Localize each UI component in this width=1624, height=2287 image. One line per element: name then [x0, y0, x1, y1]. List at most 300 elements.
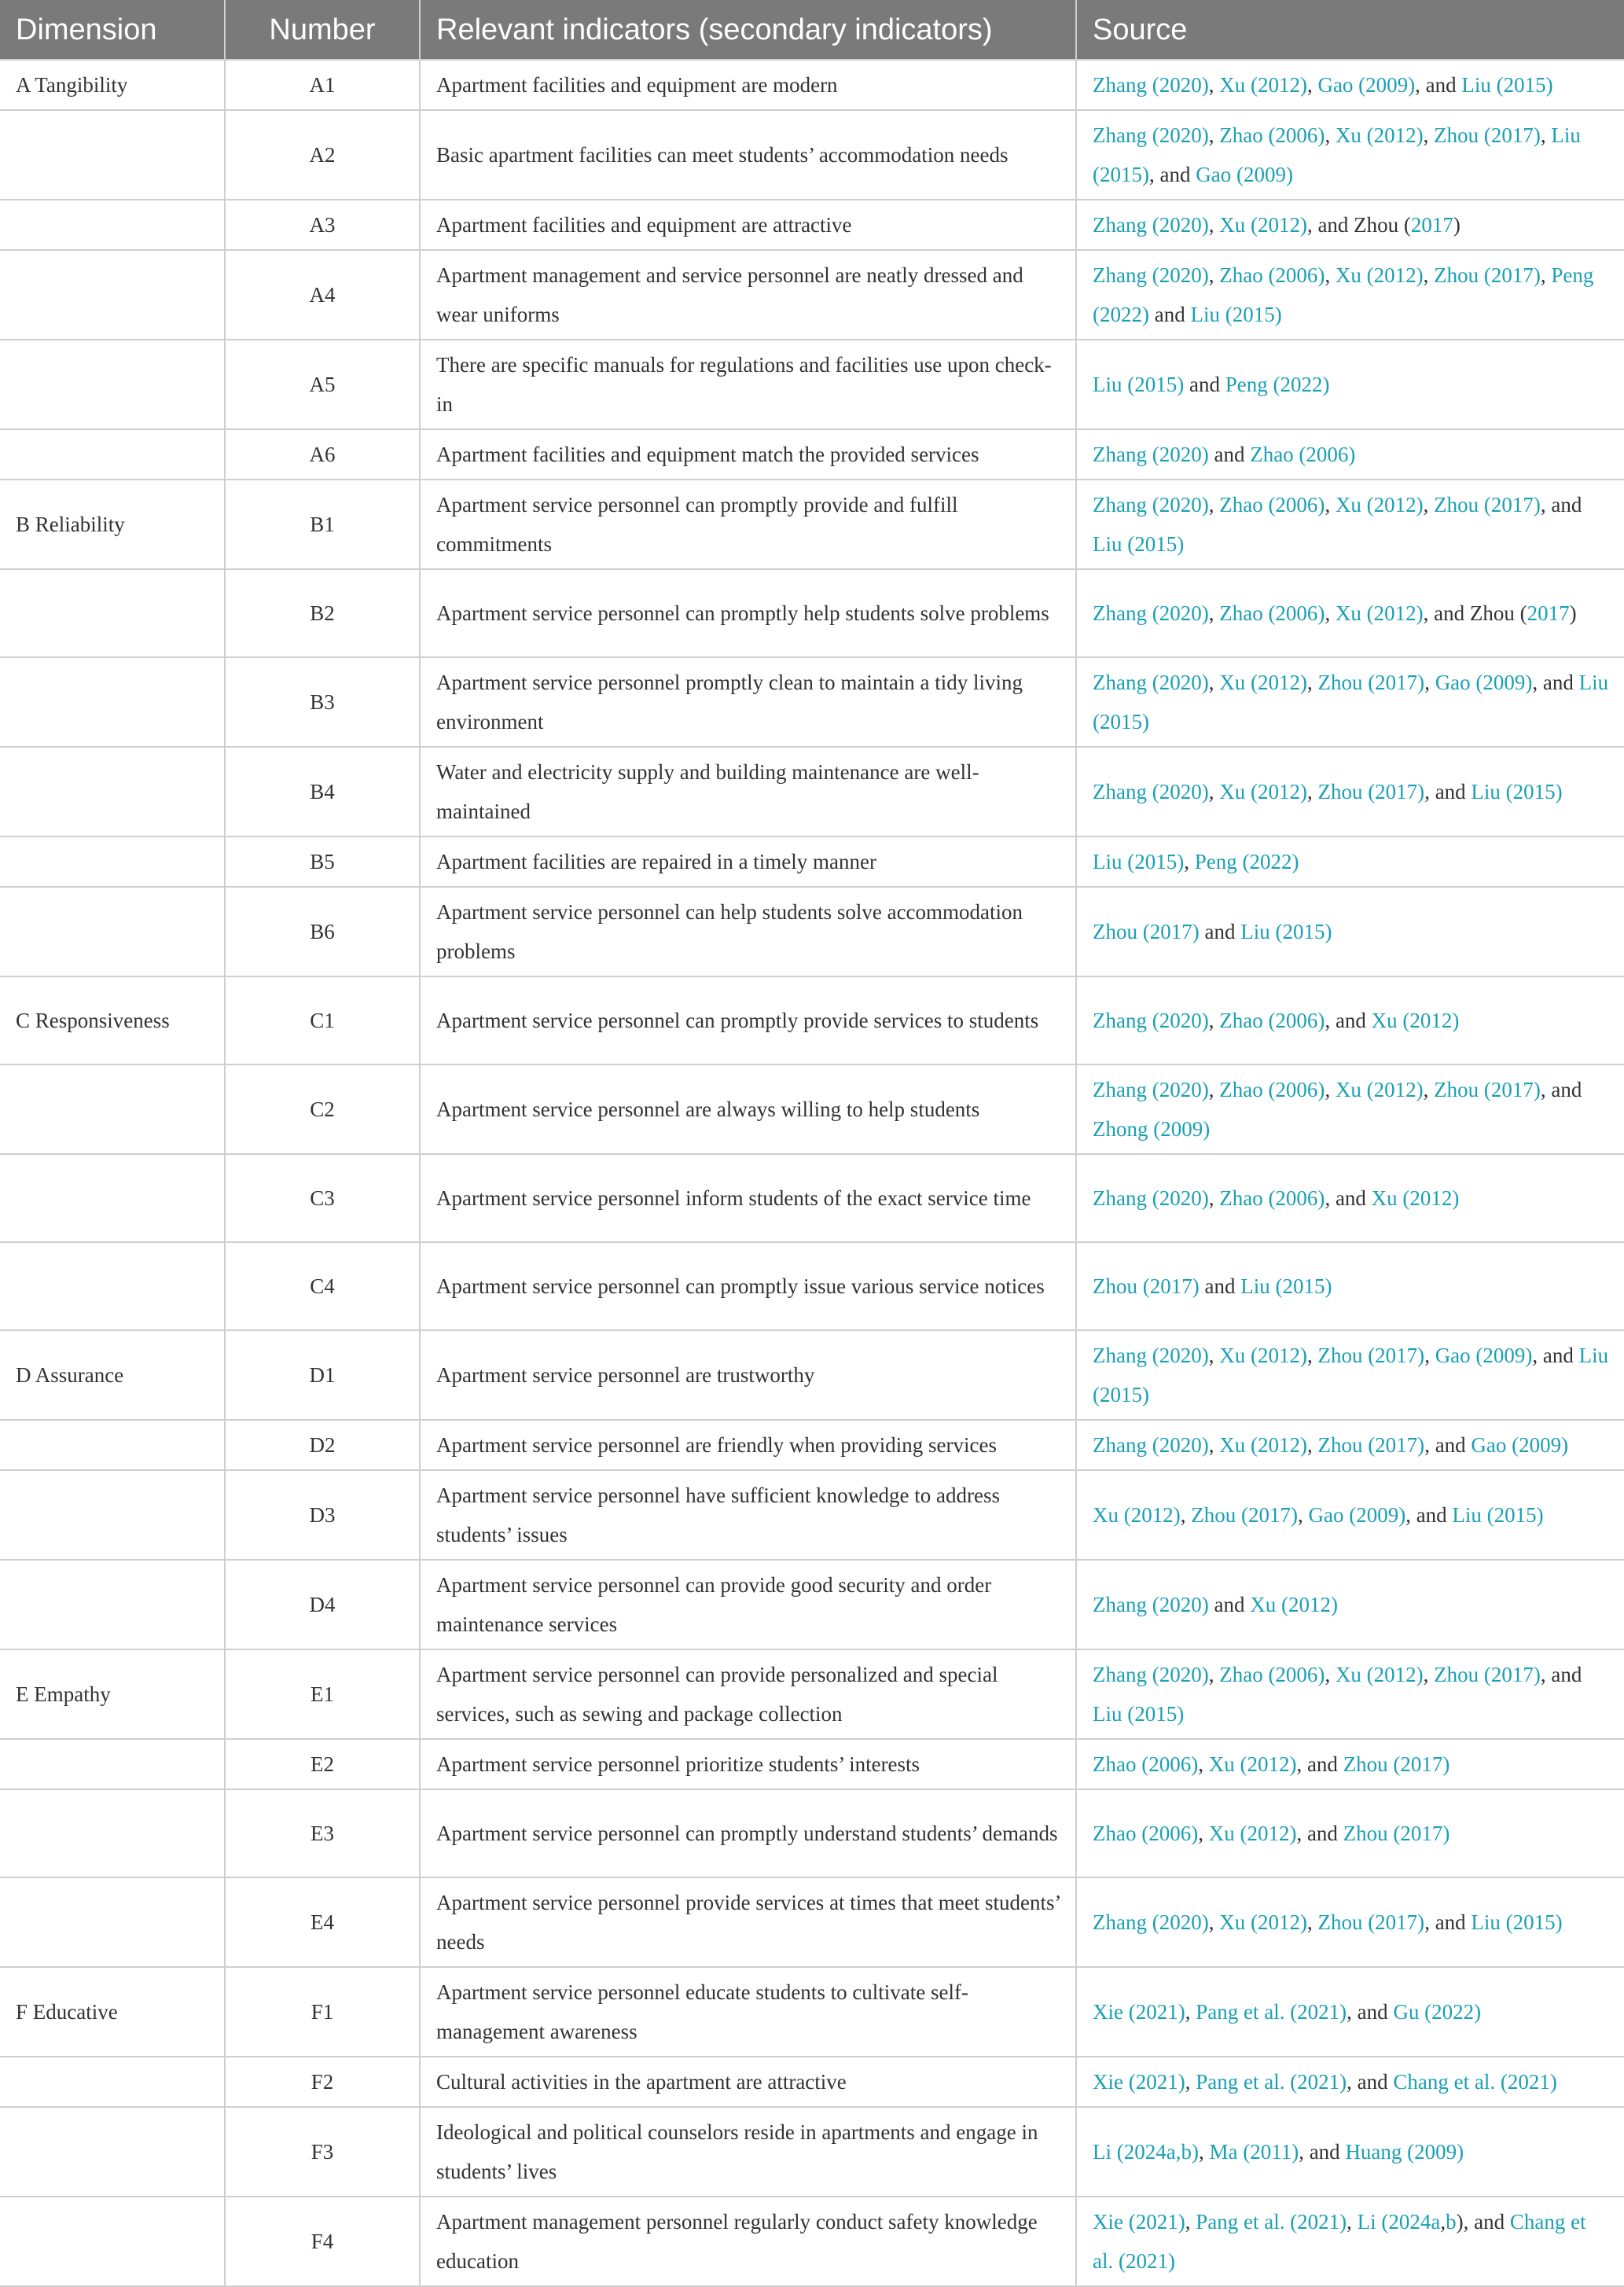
- citation-link[interactable]: Zhang (2020): [1093, 1078, 1209, 1101]
- header-source: Source: [1076, 0, 1624, 60]
- source-text: ,: [1423, 123, 1435, 147]
- citation-link[interactable]: Xie (2021): [1093, 2070, 1185, 2094]
- citation-link[interactable]: Gao (2009): [1435, 671, 1533, 694]
- citation-link[interactable]: Liu (2015): [1093, 850, 1185, 873]
- citation-link[interactable]: Liu (2015): [1093, 671, 1609, 734]
- indicator-cell: Apartment service personnel provide services at times that meet students’ needs: [420, 1877, 1076, 1967]
- citation-link[interactable]: Li (2024a: [1357, 2210, 1441, 2234]
- number-cell: F2: [225, 2057, 420, 2107]
- source-cell: [1076, 1560, 1624, 1649]
- citation-link[interactable]: Gao (2009): [1308, 1503, 1406, 1527]
- citation-link[interactable]: Xu (2012): [1335, 601, 1424, 625]
- citation-link[interactable]: Xu (2012): [1219, 780, 1307, 803]
- header-indicators: Relevant indicators (secondary indicators): [420, 0, 1076, 60]
- citation-link[interactable]: Chang et al. (2021): [1393, 2070, 1557, 2094]
- citation-link[interactable]: Zhou (2017): [1343, 1822, 1450, 1845]
- citation-link[interactable]: Zhang (2020): [1093, 1593, 1209, 1616]
- number-cell: D1: [225, 1330, 420, 1420]
- source-cell: [1076, 1242, 1624, 1330]
- number-cell: B3: [225, 657, 420, 747]
- source-cell: [1076, 1420, 1624, 1470]
- source-cell: [1076, 200, 1624, 250]
- source-text: , and: [1148, 163, 1196, 186]
- citation-link[interactable]: Zhao (2006): [1219, 601, 1325, 625]
- number-cell: C2: [225, 1064, 420, 1154]
- dimension-cell: F Educative: [0, 1967, 225, 2057]
- citation-link[interactable]: Liu (2015): [1471, 780, 1563, 803]
- source-text: , and: [1325, 1186, 1372, 1210]
- number-cell: B5: [225, 836, 420, 887]
- indicator-cell: Apartment service personnel can help students solve accommodation problems: [420, 887, 1076, 976]
- citation-link[interactable]: Zhang (2020): [1093, 1663, 1209, 1686]
- dimension-cell: [0, 1739, 225, 1789]
- citation-link[interactable]: Zhao (2006): [1219, 493, 1325, 517]
- source-cell: [1076, 1154, 1624, 1242]
- table-row: [0, 1330, 1624, 1420]
- table-row: [0, 200, 1624, 250]
- citation-link[interactable]: 2017: [1527, 601, 1570, 625]
- source-text: ,: [1208, 1009, 1220, 1032]
- citation-link[interactable]: Zhong (2009): [1093, 1117, 1211, 1141]
- table-row: [0, 836, 1624, 887]
- number-cell: B2: [225, 569, 420, 657]
- source-text: ,: [1198, 2140, 1210, 2164]
- source-text: ,: [1208, 213, 1220, 237]
- dimension-cell: [0, 2057, 225, 2107]
- number-cell: A1: [225, 60, 420, 110]
- table-row: [0, 2107, 1624, 2197]
- source-text: ,: [1306, 780, 1318, 803]
- indicator-cell: Apartment service personnel educate students to cultivate self-management awareness: [420, 1967, 1076, 2057]
- citation-link[interactable]: Xu (2012): [1219, 671, 1307, 694]
- number-cell: E4: [225, 1877, 420, 1967]
- citation-link[interactable]: Gao (2009): [1317, 73, 1416, 97]
- citation-link[interactable]: Zhang (2020): [1093, 443, 1209, 466]
- citation-link[interactable]: Zhou (2017): [1317, 780, 1425, 803]
- source-cell: [1076, 1739, 1624, 1789]
- dimension-cell: [0, 110, 225, 200]
- source-cell: [1076, 110, 1624, 200]
- table-row: [0, 1470, 1624, 1560]
- number-cell: B1: [225, 480, 420, 569]
- citation-link[interactable]: Liu (2015): [1093, 532, 1185, 556]
- table-row: [0, 1877, 1624, 1967]
- number-cell: A5: [225, 340, 420, 429]
- dimension-cell: C Responsiveness: [0, 976, 225, 1064]
- citation-link[interactable]: Xu (2012): [1219, 73, 1307, 97]
- source-text: , and: [1347, 2000, 1394, 2024]
- table-row: [0, 110, 1624, 200]
- citation-link[interactable]: Xu (2012): [1219, 1433, 1307, 1457]
- citation-link[interactable]: Zhao (2006): [1219, 1186, 1325, 1210]
- citation-link[interactable]: b: [1446, 2210, 1457, 2234]
- citation-link[interactable]: Zhang (2020): [1093, 1433, 1209, 1457]
- source-text: ,: [1424, 671, 1435, 694]
- dimension-cell: [0, 747, 225, 836]
- citation-link[interactable]: Xu (2012): [1371, 1009, 1460, 1032]
- table-row: [0, 976, 1624, 1064]
- table-row: [0, 1789, 1624, 1877]
- citation-link[interactable]: Peng (2022): [1093, 263, 1594, 326]
- number-cell: C4: [225, 1242, 420, 1330]
- citation-link[interactable]: Zhao (2006): [1250, 443, 1356, 466]
- dimension-cell: [0, 1420, 225, 1470]
- citation-link[interactable]: Zhou (2017): [1434, 1663, 1541, 1686]
- citation-link[interactable]: Liu (2015): [1461, 73, 1553, 97]
- number-cell: F4: [225, 2197, 420, 2286]
- table-row: [0, 1560, 1624, 1649]
- citation-link[interactable]: Zhang (2020): [1093, 1009, 1209, 1032]
- source-text: , and: [1296, 1822, 1343, 1845]
- table-header: [0, 0, 1624, 60]
- table-row: [0, 569, 1624, 657]
- source-text: ,: [1208, 671, 1220, 694]
- number-cell: F3: [225, 2107, 420, 2197]
- table-row: [0, 250, 1624, 340]
- citation-link[interactable]: Ma (2011): [1209, 2140, 1299, 2164]
- number-cell: D2: [225, 1420, 420, 1470]
- source-text: ,: [1440, 2210, 1446, 2234]
- citation-link[interactable]: Liu (2015): [1240, 1274, 1332, 1298]
- dimension-cell: [0, 2197, 225, 2286]
- indicator-cell: Apartment service personnel can promptly provide and fulfill commitments: [420, 480, 1076, 569]
- citation-link[interactable]: Liu (2015): [1093, 1702, 1185, 1726]
- number-cell: D3: [225, 1470, 420, 1560]
- dimension-cell: D Assurance: [0, 1330, 225, 1420]
- dimension-cell: [0, 1877, 225, 1967]
- citation-link[interactable]: Zhou (2017): [1317, 1344, 1425, 1367]
- citation-link[interactable]: Gao (2009): [1196, 163, 1293, 186]
- dimension-cell: A Tangibility: [0, 60, 225, 110]
- indicator-cell: Apartment facilities and equipment are attractive: [420, 200, 1076, 250]
- dimension-cell: [0, 1242, 225, 1330]
- dimension-cell: [0, 836, 225, 887]
- source-text: ,: [1325, 493, 1336, 517]
- indicator-cell: Apartment management and service personnel are neatly dressed and wear uniforms: [420, 250, 1076, 340]
- source-text: ,: [1424, 1344, 1435, 1367]
- dimension-cell: [0, 250, 225, 340]
- source-text: and: [1148, 303, 1191, 326]
- source-cell: [1076, 1064, 1624, 1154]
- source-text: ,: [1423, 263, 1435, 287]
- source-text: , and: [1325, 1009, 1372, 1032]
- number-cell: A2: [225, 110, 420, 200]
- source-text: ,: [1306, 1433, 1318, 1457]
- table-row: [0, 1967, 1624, 2057]
- table-row: [0, 2197, 1624, 2286]
- number-cell: A6: [225, 429, 420, 480]
- source-cell: [1076, 1789, 1624, 1877]
- table-row: [0, 747, 1624, 836]
- indicator-cell: Apartment service personnel are friendly when providing services: [420, 1420, 1076, 1470]
- number-cell: D4: [225, 1560, 420, 1649]
- citation-link[interactable]: Xu (2012): [1219, 213, 1307, 237]
- table-row: [0, 1739, 1624, 1789]
- dimension-cell: [0, 340, 225, 429]
- table-row: [0, 887, 1624, 976]
- source-cell: [1076, 747, 1624, 836]
- citation-link[interactable]: Huang (2009): [1345, 2140, 1464, 2164]
- citation-link[interactable]: Zhou (2017): [1191, 1503, 1298, 1527]
- dimension-cell: [0, 569, 225, 657]
- citation-link[interactable]: Zhang (2020): [1093, 780, 1209, 803]
- source-text: , and: [1540, 1663, 1582, 1686]
- citation-link[interactable]: Zhang (2020): [1093, 493, 1209, 517]
- indicator-cell: Apartment service personnel can provide good security and order maintenance services: [420, 1560, 1076, 1649]
- source-text: ,: [1423, 1078, 1435, 1101]
- citation-link[interactable]: Zhao (2006): [1093, 1752, 1199, 1776]
- source-text: ,: [1423, 493, 1435, 517]
- source-text: and: [1208, 443, 1251, 466]
- source-text: ,: [1325, 1078, 1336, 1101]
- citation-link[interactable]: Xu (2012): [1335, 123, 1424, 147]
- citation-link[interactable]: Xu (2012): [1335, 1663, 1424, 1686]
- dimension-cell: [0, 2107, 225, 2197]
- citation-link[interactable]: Liu (2015): [1240, 920, 1332, 943]
- dimension-cell: [0, 200, 225, 250]
- citation-link[interactable]: Peng (2022): [1194, 850, 1299, 873]
- citation-link[interactable]: Xu (2012): [1335, 1078, 1424, 1101]
- source-text: , and: [1296, 1752, 1343, 1776]
- source-text: ,: [1208, 1433, 1220, 1457]
- source-text: ): [1453, 213, 1460, 237]
- source-text: , and: [1415, 73, 1462, 97]
- source-text: ,: [1208, 123, 1220, 147]
- source-text: , and Zhou (: [1423, 601, 1527, 625]
- citation-link[interactable]: Zhou (2017): [1317, 671, 1425, 694]
- indicator-cell: Apartment service personnel can promptly provide services to students: [420, 976, 1076, 1064]
- source-cell: [1076, 2057, 1624, 2107]
- citation-link[interactable]: Zhang (2020): [1093, 671, 1209, 694]
- citation-link[interactable]: Xu (2012): [1208, 1752, 1297, 1776]
- source-text: ,: [1306, 1344, 1318, 1367]
- source-cell: [1076, 60, 1624, 110]
- indicator-cell: Apartment facilities are repaired in a timely manner: [420, 836, 1076, 887]
- citation-link[interactable]: Zhou (2017): [1093, 1274, 1200, 1298]
- indicator-cell: Apartment service personnel prioritize students’ interests: [420, 1739, 1076, 1789]
- dimension-cell: [0, 1064, 225, 1154]
- citation-link[interactable]: 2017: [1410, 213, 1453, 237]
- number-cell: C1: [225, 976, 420, 1064]
- source-text: ,: [1306, 73, 1318, 97]
- citation-link[interactable]: Xu (2012): [1371, 1186, 1460, 1210]
- table-row: [0, 429, 1624, 480]
- source-text: , and: [1424, 1910, 1472, 1934]
- citation-link[interactable]: Liu (2015): [1093, 1344, 1609, 1406]
- source-text: , and: [1540, 1078, 1582, 1101]
- citation-link[interactable]: Xie (2021): [1093, 2000, 1185, 2024]
- table-row: [0, 657, 1624, 747]
- source-text: ,: [1208, 601, 1220, 625]
- header-dimension: Dimension: [0, 0, 225, 60]
- citation-link[interactable]: Zhou (2017): [1434, 493, 1541, 517]
- dimension-cell: [0, 429, 225, 480]
- indicator-cell: Apartment service personnel can promptly issue various service notices: [420, 1242, 1076, 1330]
- indicator-cell: Apartment service personnel can promptly understand students’ demands: [420, 1789, 1076, 1877]
- citation-link[interactable]: Gao (2009): [1435, 1344, 1533, 1367]
- source-text: ,: [1208, 1663, 1220, 1686]
- indicator-cell: Apartment facilities and equipment are modern: [420, 60, 1076, 110]
- citation-link[interactable]: Zhou (2017): [1434, 123, 1541, 147]
- citation-link[interactable]: Liu (2015): [1452, 1503, 1544, 1527]
- table-row: [0, 1064, 1624, 1154]
- source-text: ,: [1184, 850, 1195, 873]
- indicator-cell: Apartment service personnel are trustworthy: [420, 1330, 1076, 1420]
- citation-link[interactable]: Xu (2012): [1335, 493, 1424, 517]
- source-cell: [1076, 1967, 1624, 2057]
- indicator-cell: Cultural activities in the apartment are attractive: [420, 2057, 1076, 2107]
- source-text: , and: [1540, 493, 1582, 517]
- citation-link[interactable]: Zhang (2020): [1093, 263, 1209, 287]
- citation-link[interactable]: Xu (2012): [1208, 1822, 1297, 1845]
- number-cell: E3: [225, 1789, 420, 1877]
- citation-link[interactable]: Xu (2012): [1219, 1910, 1307, 1934]
- source-text: ,: [1347, 2210, 1358, 2234]
- citation-link[interactable]: Zhang (2020): [1093, 73, 1209, 97]
- source-text: ,: [1198, 1752, 1209, 1776]
- citation-link[interactable]: Zhou (2017): [1434, 263, 1541, 287]
- number-cell: E2: [225, 1739, 420, 1789]
- source-text: , and: [1424, 1433, 1472, 1457]
- source-text: ), and: [1456, 2210, 1510, 2234]
- source-text: ,: [1208, 780, 1220, 803]
- source-text: ,: [1423, 1663, 1435, 1686]
- number-cell: A3: [225, 200, 420, 250]
- citation-link[interactable]: Zhao (2006): [1093, 1822, 1199, 1845]
- source-text: ,: [1325, 123, 1336, 147]
- table-row: [0, 1242, 1624, 1330]
- citation-link[interactable]: Zhou (2017): [1434, 1078, 1541, 1101]
- citation-link[interactable]: Zhao (2006): [1219, 1078, 1325, 1101]
- source-cell: [1076, 569, 1624, 657]
- citation-link[interactable]: Zhao (2006): [1219, 1663, 1325, 1686]
- dimension-cell: B Reliability: [0, 480, 225, 569]
- header-number: Number: [225, 0, 420, 60]
- indicator-cell: Apartment service personnel promptly clean to maintain a tidy living environment: [420, 657, 1076, 747]
- citation-link[interactable]: Zhang (2020): [1093, 213, 1209, 237]
- citation-link[interactable]: Liu (2015): [1190, 303, 1282, 326]
- table-row: [0, 1420, 1624, 1470]
- source-text: ,: [1306, 671, 1318, 694]
- number-cell: E1: [225, 1649, 420, 1739]
- dimension-cell: [0, 657, 225, 747]
- indicator-cell: Basic apartment facilities can meet students’ accommodation needs: [420, 110, 1076, 200]
- source-cell: [1076, 429, 1624, 480]
- citation-link[interactable]: Peng (2022): [1225, 373, 1330, 396]
- citation-link[interactable]: Zhou (2017): [1317, 1433, 1425, 1457]
- indicator-cell: Apartment facilities and equipment match the provided services: [420, 429, 1076, 480]
- indicator-cell: Water and electricity supply and building maintenance are well-maintained: [420, 747, 1076, 836]
- source-cell: [1076, 657, 1624, 747]
- citation-link[interactable]: Zhang (2020): [1093, 601, 1209, 625]
- source-text: ,: [1297, 1503, 1309, 1527]
- number-cell: C3: [225, 1154, 420, 1242]
- source-cell: [1076, 1877, 1624, 1967]
- citation-link[interactable]: Gao (2009): [1471, 1433, 1569, 1457]
- citation-link[interactable]: Xu (2012): [1335, 263, 1424, 287]
- source-text: ,: [1208, 1078, 1220, 1101]
- source-text: , and: [1532, 1344, 1579, 1367]
- source-cell: [1076, 836, 1624, 887]
- citation-link[interactable]: Gu (2022): [1393, 2000, 1482, 2024]
- source-text: ,: [1185, 2000, 1196, 2024]
- source-text: ,: [1180, 1503, 1192, 1527]
- source-cell: [1076, 1470, 1624, 1560]
- source-cell: [1076, 340, 1624, 429]
- indicator-cell: Apartment service personnel have sufficient knowledge to address students’ issues: [420, 1470, 1076, 1560]
- citation-link[interactable]: Zhao (2006): [1219, 263, 1325, 287]
- table-row: [0, 2057, 1624, 2107]
- citation-link[interactable]: Zhang (2020): [1093, 1186, 1209, 1210]
- source-text: , and: [1299, 2140, 1346, 2164]
- source-cell: [1076, 1330, 1624, 1420]
- number-cell: B4: [225, 747, 420, 836]
- indicator-cell: Apartment service personnel can provide personalized and special services, such as sewing and package collection: [420, 1649, 1076, 1739]
- citation-link[interactable]: Liu (2015): [1093, 123, 1581, 186]
- citation-link[interactable]: Xu (2012): [1093, 1503, 1181, 1527]
- source-text: ,: [1208, 263, 1220, 287]
- table-row: [0, 60, 1624, 110]
- citation-link[interactable]: Chang et al. (2021): [1093, 2210, 1586, 2273]
- citation-link[interactable]: Zhang (2020): [1093, 1910, 1209, 1934]
- citation-link[interactable]: Pang et al. (2021): [1196, 2070, 1347, 2094]
- citation-link[interactable]: Zhang (2020): [1093, 1344, 1209, 1367]
- dimension-cell: [0, 887, 225, 976]
- indicator-cell: Ideological and political counselors reside in apartments and engage in students’ lives: [420, 2107, 1076, 2197]
- citation-link[interactable]: Liu (2015): [1093, 373, 1185, 396]
- number-cell: B6: [225, 887, 420, 976]
- source-text: ,: [1185, 2210, 1196, 2234]
- table-row: [0, 340, 1624, 429]
- source-cell: [1076, 1649, 1624, 1739]
- citation-link[interactable]: Zhang (2020): [1093, 123, 1209, 147]
- source-cell: [1076, 887, 1624, 976]
- source-text: ,: [1208, 73, 1220, 97]
- citation-link[interactable]: Zhao (2006): [1219, 1009, 1325, 1032]
- indicator-cell: Apartment management personnel regularly conduct safety knowledge education: [420, 2197, 1076, 2286]
- source-text: , and: [1532, 671, 1579, 694]
- source-text: and: [1199, 1274, 1241, 1298]
- source-text: ,: [1306, 1910, 1318, 1934]
- citation-link[interactable]: Liu (2015): [1471, 1910, 1563, 1934]
- dimension-cell: E Empathy: [0, 1649, 225, 1739]
- source-text: ,: [1208, 493, 1220, 517]
- number-cell: A4: [225, 250, 420, 340]
- source-text: ,: [1208, 1186, 1220, 1210]
- citation-link[interactable]: Zhao (2006): [1219, 123, 1325, 147]
- source-cell: [1076, 480, 1624, 569]
- citation-link[interactable]: Xie (2021): [1093, 2210, 1185, 2234]
- source-cell: [1076, 976, 1624, 1064]
- table-row: [0, 480, 1624, 569]
- source-text: ,: [1325, 1663, 1336, 1686]
- source-cell: [1076, 2197, 1624, 2286]
- citation-link[interactable]: Li (2024a,b): [1093, 2140, 1199, 2164]
- citation-link[interactable]: Zhou (2017): [1093, 920, 1200, 943]
- citation-link[interactable]: Zhou (2017): [1343, 1752, 1450, 1776]
- source-text: ,: [1540, 123, 1552, 147]
- citation-link[interactable]: Xu (2012): [1250, 1593, 1338, 1616]
- dimension-cell: [0, 1560, 225, 1649]
- source-text: ): [1569, 601, 1577, 625]
- dimension-cell: [0, 1789, 225, 1877]
- citation-link[interactable]: Pang et al. (2021): [1196, 2000, 1347, 2024]
- citation-link[interactable]: Zhou (2017): [1317, 1910, 1425, 1934]
- citation-link[interactable]: Xu (2012): [1219, 1344, 1307, 1367]
- source-text: and: [1184, 373, 1225, 396]
- citation-link[interactable]: Pang et al. (2021): [1196, 2210, 1347, 2234]
- dimension-cell: [0, 1470, 225, 1560]
